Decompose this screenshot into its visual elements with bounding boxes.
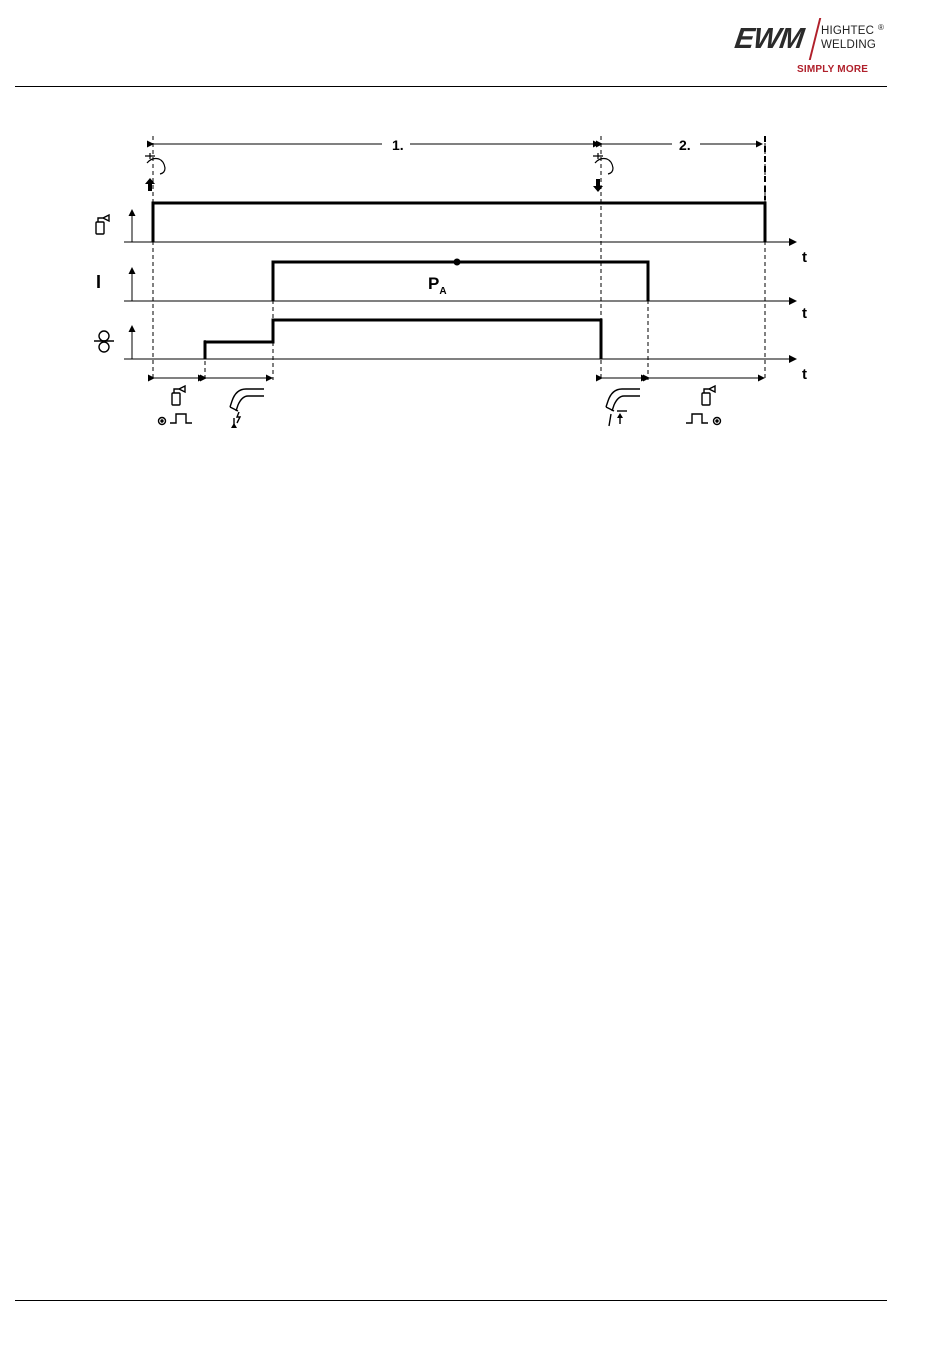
- welding-sequence-diagram: [0, 0, 950, 450]
- wire-burnback-icon: [606, 389, 640, 426]
- gas-cylinder-icon: [96, 215, 109, 234]
- wire-signal: [205, 320, 601, 359]
- gas-time-label: t: [802, 249, 807, 266]
- gas-signal: [153, 203, 765, 242]
- program-pa-point: [454, 259, 461, 266]
- program-pa-label: [428, 274, 447, 297]
- gas-preflow-icon: [159, 386, 193, 425]
- program-pa-subscript: A: [439, 286, 447, 297]
- wire-feed-roll-icon: [94, 331, 114, 352]
- torch-trigger-release-icon: [593, 153, 613, 192]
- logo-hightec: HIGHTEC: [821, 25, 875, 37]
- logo-slogan: SIMPLY MORE: [797, 64, 869, 75]
- logo-welding: WELDING: [821, 39, 877, 51]
- current-symbol: I: [96, 272, 102, 292]
- phase-2-label: 2.: [679, 137, 691, 153]
- torch-trigger-press-icon: [145, 153, 165, 191]
- phase-1-label: 1.: [392, 137, 404, 153]
- logo-registered-mark: ®: [878, 23, 884, 32]
- program-pa-main: P: [428, 274, 440, 293]
- gas-postflow-icon: [686, 386, 721, 425]
- wire-time-label: t: [802, 366, 807, 383]
- arc-ignition-icon: [230, 389, 264, 428]
- logo-wordmark: EWM: [732, 23, 806, 55]
- footer-rule: [15, 1300, 887, 1301]
- current-time-label: t: [802, 305, 807, 322]
- current-signal: [273, 262, 648, 301]
